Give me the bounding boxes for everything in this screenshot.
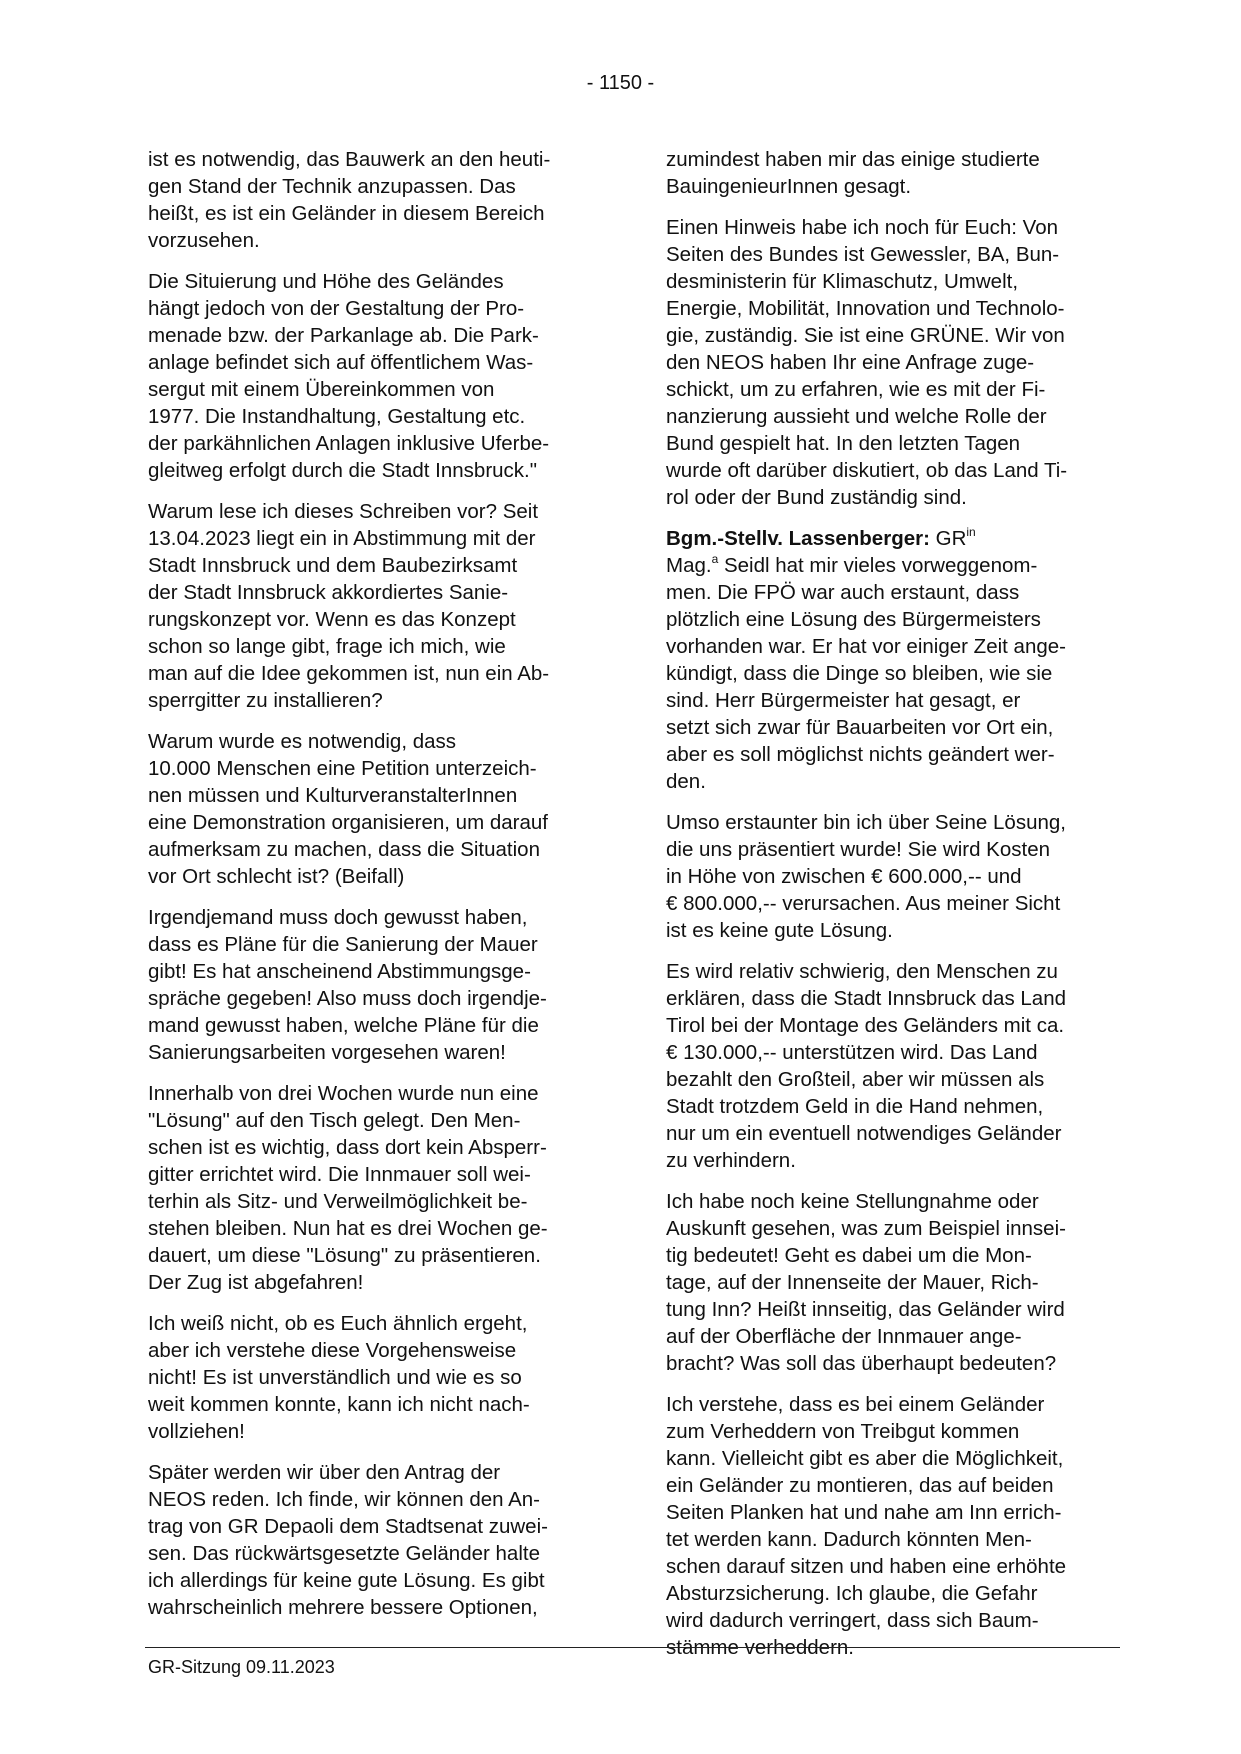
text-line: gen Stand der Technik anzupassen. Das xyxy=(148,175,516,198)
text-line: kündigt, dass die Dinge so bleiben, wie sie xyxy=(666,662,1053,685)
text-line: vor Ort schlecht ist? (Beifall) xyxy=(148,865,405,888)
text-line: Stadt Innsbruck und dem Baubezirksamt xyxy=(148,554,518,577)
text-line: den NEOS haben Ihr eine Anfrage zuge- xyxy=(666,351,1035,374)
text-line: plötzlich eine Lösung des Bürgermeisters xyxy=(666,608,1041,631)
text-line: schickt, um zu erfahren, wie es mit der Fi- xyxy=(666,378,1046,401)
paragraph xyxy=(666,1188,1118,1377)
paragraph xyxy=(666,809,1118,944)
text-line: stehen bleiben. Nun hat es drei Wochen ge- xyxy=(148,1217,548,1240)
text-line: tage, auf der Innenseite der Mauer, Rich- xyxy=(666,1271,1039,1294)
paragraph xyxy=(666,146,1118,200)
text-line: gie, zuständig. Sie ist eine GRÜNE. Wir von xyxy=(666,324,1065,347)
text-line: ist es notwendig, das Bauwerk an den heuti- xyxy=(148,148,551,171)
text-line: Warum lese ich dieses Schreiben vor? Seit xyxy=(148,500,539,523)
text-line: € 130.000,-- unterstützen wird. Das Land xyxy=(666,1041,1038,1064)
text-line: sergut mit einem Übereinkommen von xyxy=(148,378,495,401)
left-column xyxy=(148,146,596,1635)
text-line: Absturzsicherung. Ich glaube, die Gefahr xyxy=(666,1582,1038,1605)
text-line: Seiten des Bundes ist Gewessler, BA, Bun- xyxy=(666,243,1060,266)
text-line: Bund gespielt hat. In den letzten Tagen xyxy=(666,432,1021,455)
text-line: nicht! Es ist unverständlich und wie es so xyxy=(148,1366,522,1389)
text-line: den. xyxy=(666,770,706,793)
text-line: man auf die Idee gekommen ist, nun ein Ab- xyxy=(148,662,550,685)
text-line: hängt jedoch von der Gestaltung der Pro- xyxy=(148,297,525,320)
text-line: Warum wurde es notwendig, dass xyxy=(148,730,457,753)
text-line: tig bedeutet! Geht es dabei um die Mon- xyxy=(666,1244,1032,1267)
text-line xyxy=(666,525,1118,552)
text-line: setzt sich zwar für Bauarbeiten vor Ort ein, xyxy=(666,716,1054,739)
text-line: vollziehen! xyxy=(148,1420,245,1443)
text-line: trag von GR Depaoli dem Stadtsenat zuwei- xyxy=(148,1515,548,1538)
text-line: Später werden wir über den Antrag der xyxy=(148,1461,501,1484)
text-line: Energie, Mobilität, Innovation und Technolo- xyxy=(666,297,1065,320)
text-line: weit kommen konnte, kann ich nicht nach- xyxy=(148,1393,530,1416)
text-line: sperrgitter zu installieren? xyxy=(148,689,383,712)
text-line: gitter errichtet wird. Die Innmauer soll wei- xyxy=(148,1163,531,1186)
text-line: gibt! Es hat anscheinend Abstimmungsge- xyxy=(148,960,531,983)
text-line: aber es soll möglichst nichts geändert wer- xyxy=(666,743,1055,766)
text-line: dass es Pläne für die Sanierung der Mauer xyxy=(148,933,538,956)
text-line: Einen Hinweis habe ich noch für Euch: Von xyxy=(666,216,1059,239)
paragraph xyxy=(148,268,596,484)
text-line: Innerhalb von drei Wochen wurde nun eine xyxy=(148,1082,539,1105)
speaker-title: GR xyxy=(935,527,967,550)
text-line: desministerin für Klimaschutz, Umwelt, xyxy=(666,270,1019,293)
paragraph xyxy=(148,146,596,254)
page-number: - 1150 - xyxy=(586,72,655,94)
text-line: 1977. Die Instandhaltung, Gestaltung etc. xyxy=(148,405,526,428)
text-line: rol oder der Bund zuständig sind. xyxy=(666,486,967,509)
text-line: Stadt trotzdem Geld in die Hand nehmen, xyxy=(666,1095,1044,1118)
text-line: Ich habe noch keine Stellungnahme oder xyxy=(666,1190,1039,1213)
text-line: tet werden kann. Dadurch könnten Men- xyxy=(666,1528,1032,1551)
paragraph xyxy=(148,904,596,1066)
text-line: wird dadurch verringert, dass sich Baum- xyxy=(666,1609,1039,1632)
text-line: mand gewusst haben, welche Pläne für die xyxy=(148,1014,539,1037)
paragraph xyxy=(148,498,596,714)
text-line: auf der Oberfläche der Innmauer ange- xyxy=(666,1325,1022,1348)
text-line: nanzierung aussieht und welche Rolle der xyxy=(666,405,1047,428)
text-line: anlage befindet sich auf öffentlichem Was- xyxy=(148,351,534,374)
text-line: ein Geländer zu montieren, das auf beiden xyxy=(666,1474,1054,1497)
text-line: 13.04.2023 liegt ein in Abstimmung mit der xyxy=(148,527,536,550)
text-line: gleitweg erfolgt durch die Stadt Innsbruck." xyxy=(148,459,538,482)
text-line: Tirol bei der Montage des Geländers mit ca. xyxy=(666,1014,1065,1037)
paragraph xyxy=(148,1310,596,1445)
text-line: stämme verheddern. xyxy=(666,1636,855,1659)
text-line: schon so lange gibt, frage ich mich, wie xyxy=(148,635,506,658)
text-line: Seiten Planken hat und nahe am Inn errich- xyxy=(666,1501,1062,1524)
text-line: aber ich verstehe diese Vorgehensweise xyxy=(148,1339,517,1362)
text-line: der parkähnlichen Anlagen inklusive Uferbe- xyxy=(148,432,550,455)
text-line: wurde oft darüber diskutiert, ob das Land Ti- xyxy=(666,459,1068,482)
text-line: nen müssen und KulturveranstalterInnen xyxy=(148,784,518,807)
text-line: vorzusehen. xyxy=(148,229,260,252)
text-line: € 800.000,-- verursachen. Aus meiner Sicht xyxy=(666,892,1061,915)
text-line: NEOS reden. Ich finde, wir können den An- xyxy=(148,1488,541,1511)
text-line: zu verhindern. xyxy=(666,1149,796,1172)
text-line: zumindest haben mir das einige studierte xyxy=(666,148,1040,171)
text-line: aufmerksam zu machen, dass die Situation xyxy=(148,838,540,861)
text-line: terhin als Sitz- und Verweilmöglichkeit be- xyxy=(148,1190,528,1213)
text-fragment: Seidl hat mir vieles vorweggenom- xyxy=(718,554,1038,577)
text-line: nur um ein eventuell notwendiges Geländer xyxy=(666,1122,1062,1145)
text-line: Umso erstaunter bin ich über Seine Lösung, xyxy=(666,811,1066,834)
right-column xyxy=(666,146,1118,1675)
text-line: BauingenieurInnen gesagt. xyxy=(666,175,912,198)
footer-text: GR-Sitzung 09.11.2023 xyxy=(148,1657,335,1677)
superscript: in xyxy=(966,525,976,539)
text-line: in Höhe von zwischen € 600.000,-- und xyxy=(666,865,1022,888)
text-line: Der Zug ist abgefahren! xyxy=(148,1271,364,1294)
superscript: a xyxy=(711,552,719,566)
text-line: ist es keine gute Lösung. xyxy=(666,919,893,942)
text-line: wahrscheinlich mehrere bessere Optionen, xyxy=(148,1596,538,1619)
text-line: der Stadt Innsbruck akkordiertes Sanie- xyxy=(148,581,509,604)
text-line: spräche gegeben! Also muss doch irgendje- xyxy=(148,987,547,1010)
text-line: sind. Herr Bürgermeister hat gesagt, er xyxy=(666,689,1021,712)
text-line: rungskonzept vor. Wenn es das Konzept xyxy=(148,608,516,631)
speaker-paragraph xyxy=(666,525,1118,795)
text-line: tung Inn? Heißt innseitig, das Geländer wird xyxy=(666,1298,1065,1321)
text-line: sen. Das rückwärtsgesetzte Geländer halte xyxy=(148,1542,540,1565)
text-line: menade bzw. der Parkanlage ab. Die Park- xyxy=(148,324,539,347)
paragraph xyxy=(666,214,1118,511)
text-line: bracht? Was soll das überhaupt bedeuten? xyxy=(666,1352,1057,1375)
text-line: Auskunft gesehen, was zum Beispiel innsei- xyxy=(666,1217,1066,1240)
text-line: Sanierungsarbeiten vorgesehen waren! xyxy=(148,1041,506,1064)
paragraph xyxy=(148,728,596,890)
text-line: Irgendjemand muss doch gewusst haben, xyxy=(148,906,528,929)
paragraph xyxy=(148,1459,596,1621)
footer-divider xyxy=(145,1647,1120,1648)
paragraph xyxy=(148,1080,596,1296)
text-line: schen darauf sitzen und haben eine erhöhte xyxy=(666,1555,1067,1578)
text-line: zum Verheddern von Treibgut kommen xyxy=(666,1420,1020,1443)
text-line: "Lösung" auf den Tisch gelegt. Den Men- xyxy=(148,1109,521,1132)
paragraph xyxy=(666,958,1118,1174)
text-line: Ich verstehe, dass es bei einem Geländer xyxy=(666,1393,1045,1416)
text-line: Es wird relativ schwierig, den Menschen zu xyxy=(666,960,1058,983)
text-line: Ich weiß nicht, ob es Euch ähnlich ergeht, xyxy=(148,1312,528,1335)
text-line: dauert, um diese "Lösung" zu präsentieren. xyxy=(148,1244,541,1267)
text-line: schen ist es wichtig, dass dort kein Absperr- xyxy=(148,1136,547,1159)
text-line: ich allerdings für keine gute Lösung. Es gibt xyxy=(148,1569,545,1592)
text-line: eine Demonstration organisieren, um darauf xyxy=(148,811,548,834)
text-line: erklären, dass die Stadt Innsbruck das Land xyxy=(666,987,1066,1010)
text-line: 10.000 Menschen eine Petition unterzeich- xyxy=(148,757,537,780)
text-line xyxy=(666,552,1118,579)
paragraph xyxy=(666,1391,1118,1661)
title-prefix: Mag. xyxy=(666,554,712,577)
text-line: men. Die FPÖ war auch erstaunt, dass xyxy=(666,581,1020,604)
text-line: heißt, es ist ein Geländer in diesem Bereich xyxy=(148,202,545,225)
text-line: bezahlt den Großteil, aber wir müssen als xyxy=(666,1068,1045,1091)
text-line: vorhanden war. Er hat vor einiger Zeit ange- xyxy=(666,635,1066,658)
text-line: die uns präsentiert wurde! Sie wird Kosten xyxy=(666,838,1051,861)
speaker-name: Bgm.-Stellv. Lassenberger: xyxy=(666,527,930,550)
text-line: Die Situierung und Höhe des Geländes xyxy=(148,270,504,293)
text-line: kann. Vielleicht gibt es aber die Möglichkeit, xyxy=(666,1447,1064,1470)
